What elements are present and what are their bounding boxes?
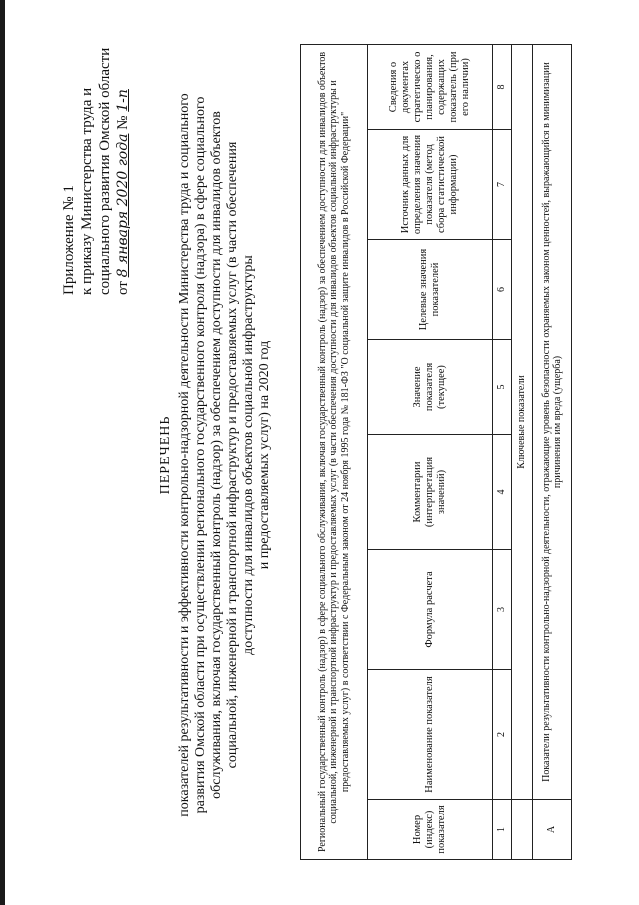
- key-indicators-spacer: [512, 800, 533, 860]
- handwritten-date: 8 января 2020 года: [115, 133, 131, 278]
- title-line: обслуживания, включая государственный контроль (надзор) за обеспечением доступности для инвалидов объектов: [209, 111, 224, 799]
- number-sign: №: [115, 115, 131, 130]
- column-number: 5: [493, 340, 512, 435]
- table-header-row: [368, 44, 493, 859]
- appendix-date-line: [114, 25, 132, 295]
- header-cell: Источник данных для определения значения показателя (метод сбора статистической информации): [368, 130, 493, 240]
- header-cell: Значение показателя (текущее): [368, 340, 493, 435]
- handwritten-number: 1-п: [115, 89, 131, 112]
- section-description: Показатели результативности контрольно-надзорной деятельности, отражающие уровень безопасности охраняемых законом ценностей, выражающийся в минимизации причинения им вреда (ущерба): [533, 44, 572, 799]
- column-number: 4: [493, 435, 512, 550]
- title-line: развития Омской области при осуществлении регионального государственного контроля (надзора) в сфере социального: [193, 96, 208, 814]
- header-cell: Комментарии (интерпретация значений): [368, 435, 493, 550]
- column-number: 3: [493, 550, 512, 670]
- section-a-row: [533, 44, 572, 859]
- key-indicators-label: Ключевые показатели: [512, 44, 533, 799]
- column-number-row: [493, 44, 512, 859]
- title-line: социальной, инженерной и транспортной инфраструктур и предоставляемых услуг (в части обеспечения: [225, 141, 240, 769]
- appendix-line-1: Приложение № 1: [61, 185, 77, 295]
- document-title: [158, 45, 273, 865]
- appendix-line-2: к приказу Министерства труда и: [79, 87, 95, 295]
- key-indicators-row: [512, 44, 533, 859]
- title-heading: ПЕРЕЧЕНЬ: [158, 415, 173, 495]
- appendix-block: [60, 25, 132, 295]
- appendix-line-3: социального развития Омской области: [97, 47, 113, 295]
- section-index: А: [533, 800, 572, 860]
- indicators-table: [300, 44, 572, 860]
- intro-cell: Региональный государственный контроль (надзор) в сфере социального обслуживания, включая государственный контроль (надзор) за обеспечением доступности для инвалидов объектов социальной, инженерной и транспортной инфраструктур и предоставляемых услуг (в части обеспечения доступности для инвалидов объектов социальной инфраструктуры и предоставляемых услуг) в соответствии с Федеральным законом от 24 ноября 1995 года № 181-ФЗ "О социальной защите инвалидов в Российской Федерации": [301, 44, 368, 859]
- header-cell: Целевые значения показателей: [368, 240, 493, 340]
- title-line: показателей результативности и эффективности контрольно-надзорной деятельности Министерства труда и социального: [177, 93, 192, 817]
- header-cell: Номер (индекс) показателя: [368, 800, 493, 860]
- column-number: 6: [493, 240, 512, 340]
- header-cell: Формула расчета: [368, 550, 493, 670]
- column-number: 7: [493, 130, 512, 240]
- title-line: и предоставляемых услуг) на 2020 год: [257, 340, 272, 570]
- column-number: 8: [493, 44, 512, 129]
- date-prefix: от: [115, 281, 131, 295]
- title-line: доступности для инвалидов объектов социальной инфраструктуры: [241, 255, 256, 655]
- header-cell: Сведения о документах стратегическо о планирования, содержащих показатель (при его наличии): [368, 44, 493, 129]
- column-number: 2: [493, 670, 512, 800]
- table-intro-row: [301, 44, 368, 859]
- header-cell: Наименование показателя: [368, 670, 493, 800]
- column-number: 1: [493, 800, 512, 860]
